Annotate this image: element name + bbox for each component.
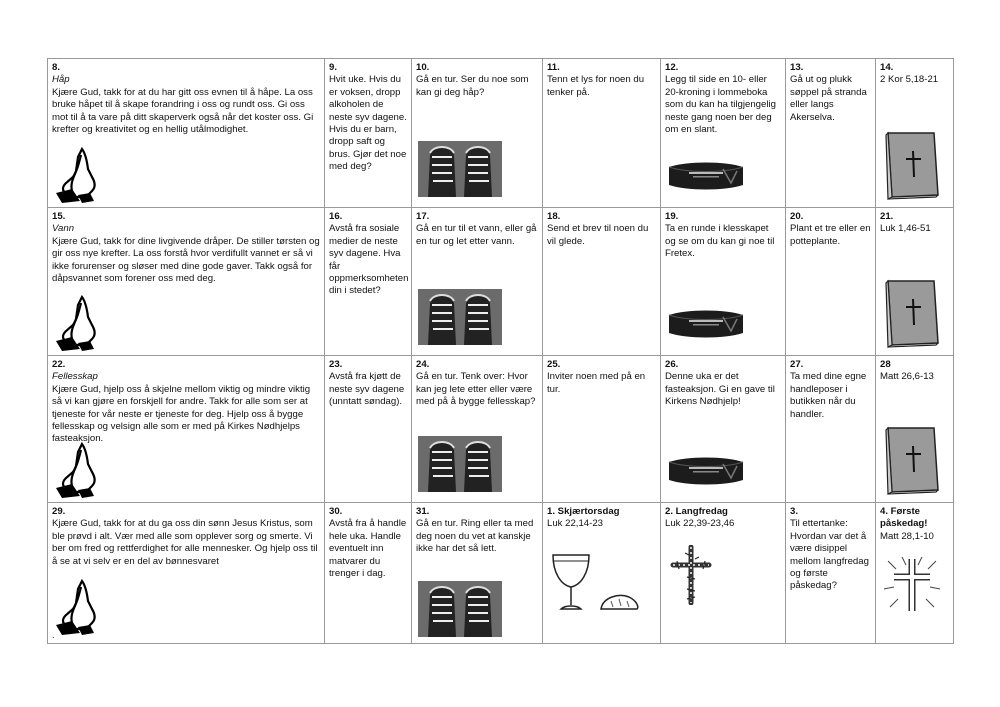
activity-text: Plant et tre eller en potteplante.	[790, 223, 871, 247]
sneakers-icon	[418, 289, 502, 345]
lent-calendar-table	[47, 58, 954, 644]
day-number: 15.	[52, 211, 66, 222]
bible-icon	[882, 277, 940, 349]
day-cell-23	[325, 356, 412, 503]
thorn-cross-icon	[669, 545, 713, 605]
day-number: 16.	[329, 211, 343, 222]
prayer-theme: Fellesskap	[52, 371, 98, 383]
day-cell-19	[661, 208, 786, 356]
day-cell-28	[876, 356, 954, 503]
day-number: 18.	[547, 211, 561, 222]
day-cell-13	[786, 59, 876, 208]
day-cell-15	[48, 208, 325, 356]
day-cell-14	[876, 59, 954, 208]
day-number: 11.	[547, 62, 560, 73]
activity-text: Inviter noen med på en tur.	[547, 371, 646, 395]
day-number: 21.	[880, 211, 894, 222]
calendar-row-week-3	[48, 356, 954, 503]
day-number: 25.	[547, 359, 561, 370]
activity-text: Gå en tur. Tenk over: Hvor kan jeg lete etter eller være med på å bygge fellesskap?	[416, 371, 536, 408]
activity-text: Gå en tur til et vann, eller gå en tur og let etter vann.	[416, 223, 537, 247]
prayer-text: Kjære Gud, takk for at du har gitt oss evnen til å håpe. La oss bruke håpet til å skape forandring i oss og rundt oss. Gi oss mot til å ta vare på ditt skaperverk også når det koster oss. Gi krefter og kreativitet og en hellig utålmodighet.	[52, 86, 314, 136]
day-number: 27.	[790, 359, 804, 370]
day-number: 3.	[790, 506, 799, 517]
prayer-theme: Håp	[52, 74, 70, 86]
day-cell-10	[412, 59, 543, 208]
day-cell-9	[325, 59, 412, 208]
activity-text: Avstå fra å handle hele uka. Handle eventuelt inn matvarer du trenger i dag.	[329, 518, 407, 580]
bible-icon	[882, 129, 940, 201]
praying-hands-icon	[54, 147, 102, 203]
day-number: 24.	[416, 359, 430, 370]
day-number: 26.	[665, 359, 679, 370]
day-number: 8.	[52, 62, 61, 73]
day-number: 23.	[329, 359, 343, 370]
day-cell-good-friday	[661, 503, 786, 644]
reflection-text: Til ettertanke: Hvordan var det å være disippel mellom langfredag og første påskedag?	[790, 518, 869, 592]
day-cell-maundy-thursday	[543, 503, 661, 644]
prayer-theme: Vann	[52, 223, 75, 235]
day-cell-30	[325, 503, 412, 644]
sneakers-icon	[418, 141, 502, 197]
activity-text: Gå en tur. Ser du noe som kan gi deg håp?	[416, 74, 529, 98]
day-number: 17.	[416, 211, 430, 222]
day-number: 20.	[790, 211, 804, 222]
day-number: 10.	[416, 62, 430, 73]
prayer-text: Kjære Gud, takk for dine livgivende dråper. De stiller tørsten og gir oss nye krefter. La oss forstå hvor verdifullt vannet er så vi ikke forurenser og sløser med dine gode gaver. Takk også for dåpsvannet som forener oss med deg.	[52, 235, 320, 285]
radiant-cross-icon	[880, 555, 944, 613]
scripture-reference: 2 Kor 5,18-21	[880, 74, 939, 86]
day-number: 30.	[329, 506, 343, 517]
day-cell-20	[786, 208, 876, 356]
day-cell-17	[412, 208, 543, 356]
calendar-row-week-2	[48, 208, 954, 356]
footnote-mark: .	[52, 629, 55, 640]
day-cell-easter-sunday	[876, 503, 954, 644]
scripture-reference: Luk 22,14-23	[547, 518, 604, 530]
activity-text: Ta med dine egne handleposer i butikken når du handler.	[790, 371, 867, 420]
day-number: 4. Første påskedag!	[880, 506, 928, 530]
day-cell-29	[48, 503, 325, 644]
day-number: 31.	[416, 506, 430, 517]
calendar-row-week-4	[48, 503, 954, 644]
day-cell-31	[412, 503, 543, 644]
calendar-row-week-1	[48, 59, 954, 208]
activity-text: Send et brev til noen du vil glede.	[547, 223, 649, 247]
day-cell-8	[48, 59, 325, 208]
prayer-text: Kjære Gud, takk for at du ga oss din sønn Jesus Kristus, som ble prøvd i alt. Vær med alle som opplever sorg og smerte. Vi ber om fred og rettferdighet for alle mennesker. Og hjelp oss til å se at vi selv er en del av bønnesvaret	[52, 518, 318, 567]
day-cell-16	[325, 208, 412, 356]
fasteaksjon-envelope-icon	[667, 157, 745, 193]
day-cell-24	[412, 356, 543, 503]
day-number: 1. Skjærtorsdag	[547, 506, 620, 517]
activity-text: Gå en tur. Ring eller ta med deg noen du vet at kanskje ikke har det så lett.	[416, 518, 534, 555]
activity-text: Gå ut og plukk søppel på stranda eller langs Akerselva.	[790, 74, 867, 123]
activity-text: Avstå fra sosiale medier de neste syv dagene. Hva får oppmerksomheten din i stedet?	[329, 223, 409, 297]
activity-text: Avstå fra kjøtt de neste syv dagene (unntatt søndag).	[329, 371, 405, 408]
day-cell-11	[543, 59, 661, 208]
fasteaksjon-envelope-icon	[667, 305, 745, 341]
day-number: 2. Langfredag	[665, 506, 728, 517]
praying-hands-icon	[54, 579, 102, 635]
day-number: 13.	[790, 62, 804, 73]
activity-text: Hvit uke. Hvis du er voksen, dropp alkoholen de neste syv dagene. Hvis du er barn, dropp saft og brus. Gjør det noe med deg?	[329, 74, 407, 173]
scripture-reference: Luk 1,46-51	[880, 223, 931, 235]
activity-text: Tenn et lys for noen du tenker på.	[547, 74, 645, 98]
scripture-reference: Luk 22,39-23,46	[665, 518, 735, 530]
day-cell-25	[543, 356, 661, 503]
day-number: 19.	[665, 211, 679, 222]
day-number: 14.	[880, 62, 894, 73]
day-number: 29.	[52, 506, 66, 517]
activity-text: Denne uka er det fasteaksjon. Gi en gave til Kirkens Nødhjelp!	[665, 371, 775, 408]
sneakers-icon	[418, 436, 502, 492]
scripture-reference: Matt 26,6-13	[880, 371, 934, 383]
prayer-text: Kjære Gud, hjelp oss å skjelne mellom viktig og mindre viktig så vi kan gjøre en forskjell for andre. Takk for alle som ser at tjeneste for vår neste er tjeneste for deg. Hjelp oss å bygge fellesskap og velsign alle som er med på Kirkes Nødhjelps fasteaksjon.	[52, 383, 311, 445]
day-number: 28	[880, 359, 891, 370]
activity-text: Legg til side en 10- eller 20-kroning i lommeboka som du kan ha tilgjengelig neste gang noen ber deg om en slant.	[665, 74, 776, 136]
day-cell-12	[661, 59, 786, 208]
day-cell-27	[786, 356, 876, 503]
praying-hands-icon	[54, 442, 102, 498]
praying-hands-icon	[54, 295, 102, 351]
activity-text: Ta en runde i klesskapet og se om du kan gi noe til Fretex.	[665, 223, 775, 260]
day-cell-26	[661, 356, 786, 503]
day-number: 22.	[52, 359, 66, 370]
day-cell-21	[876, 208, 954, 356]
day-number: 12.	[665, 62, 679, 73]
scripture-reference: Matt 28,1-10	[880, 530, 934, 542]
fasteaksjon-envelope-icon	[667, 452, 745, 488]
sneakers-icon	[418, 581, 502, 637]
day-cell-22	[48, 356, 325, 503]
day-cell-3	[786, 503, 876, 644]
chalice-bread-icon	[549, 551, 643, 615]
day-number: 9.	[329, 62, 338, 73]
day-cell-18	[543, 208, 661, 356]
bible-icon	[882, 424, 940, 496]
